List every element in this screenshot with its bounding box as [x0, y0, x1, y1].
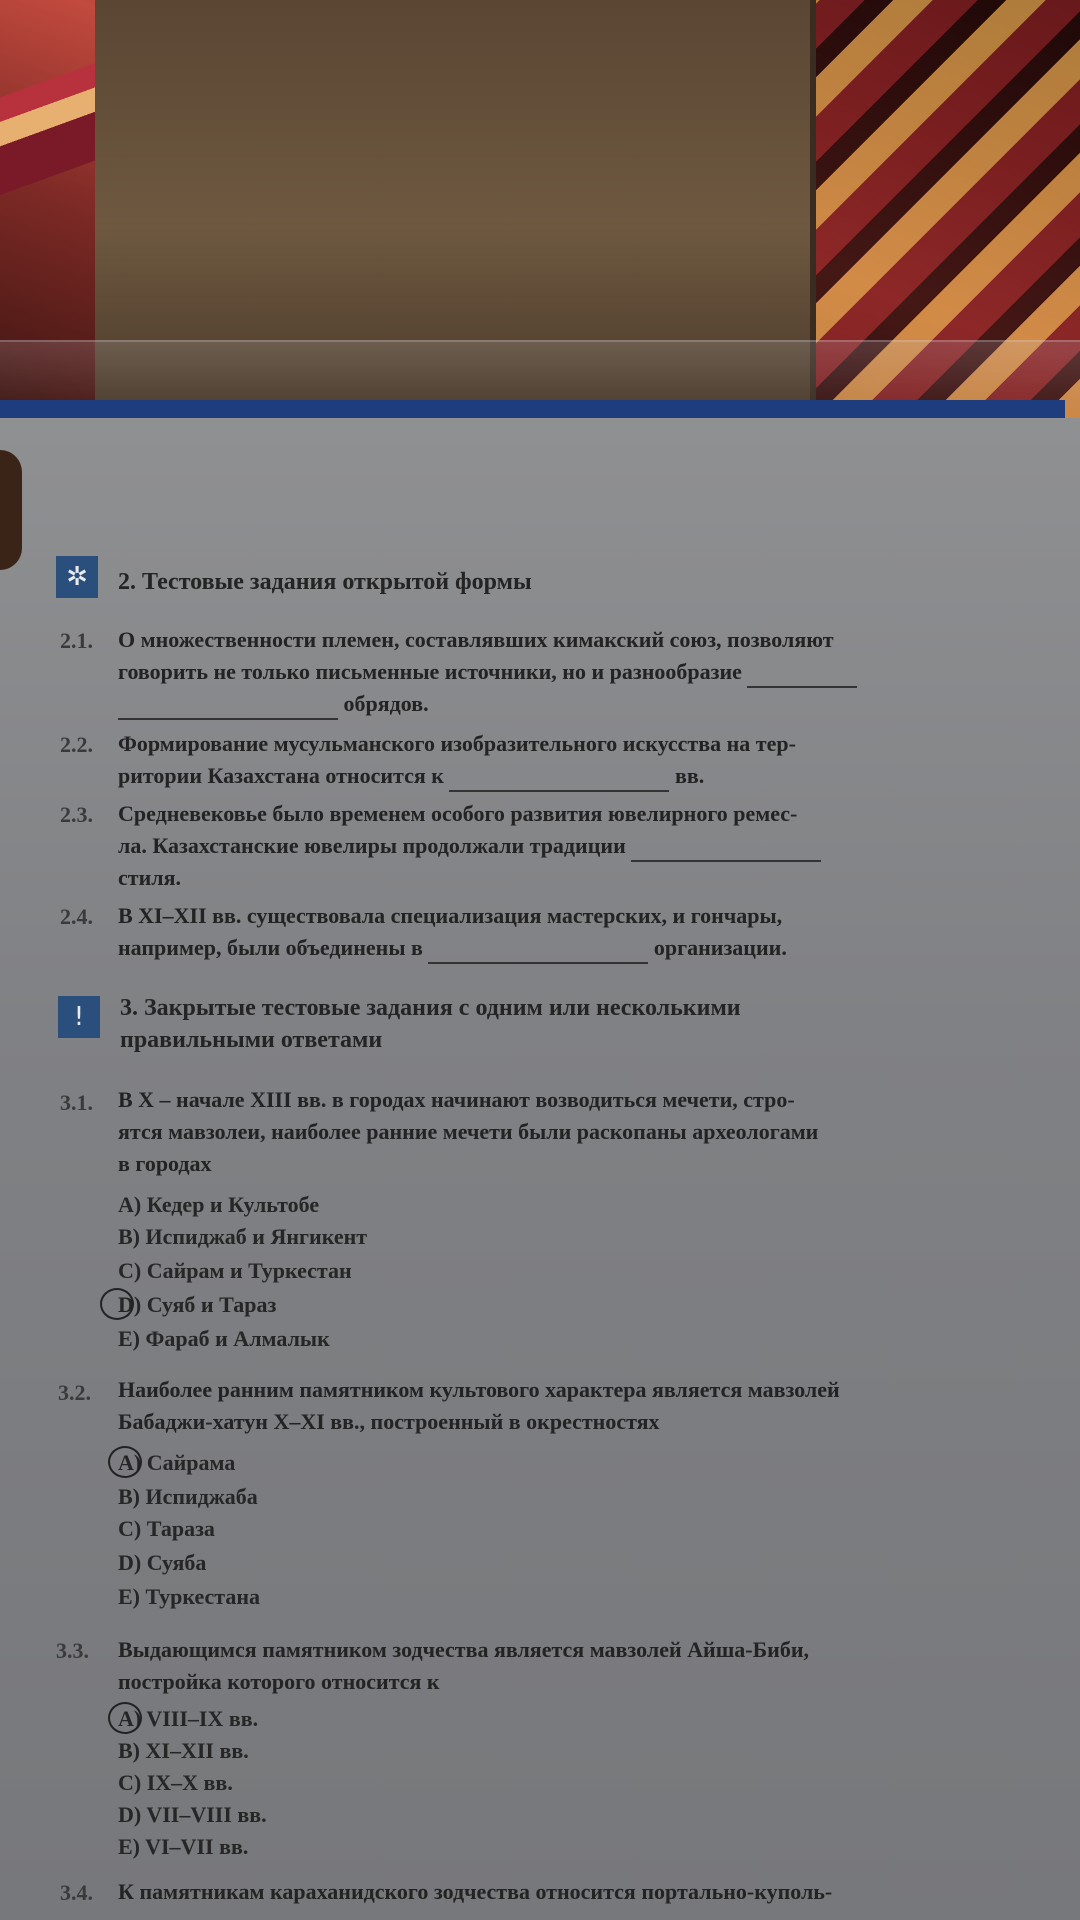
question-number: 2.4.: [60, 904, 93, 929]
question-text: Выдающимся памятником зодчества является мавзолей Айша-Биби, постройка которого относится к: [118, 1637, 809, 1694]
answer-option: C) Тараза: [118, 1516, 215, 1541]
answer-circle-mark: [108, 1702, 142, 1734]
question-text: К памятникам караханидского зодчества относится портально-куполь-: [118, 1879, 833, 1904]
answer-circle-mark: [100, 1288, 134, 1320]
answer-option: D) VII–VIII вв.: [118, 1802, 267, 1827]
question-text: О множественности племен, составлявших кимакский союз, позволяют говорить не только письменные источники, но и разнообразие обрядов.: [118, 624, 1058, 720]
question-number: 3.1.: [60, 1090, 93, 1115]
answer-option: A) Кедер и Культобе: [118, 1192, 320, 1217]
question-number: 3.4.: [60, 1880, 93, 1905]
snowflake-icon: ✲: [56, 556, 98, 598]
question-text: В X – начале XIII вв. в городах начинают возводиться мечети, стро- ятся мавзолеи, наиболее ранние мечети были раскопаны археологами в городах: [118, 1087, 819, 1176]
section-title: 3. Закрытые тестовые задания с одним или несколькими правильными ответами: [120, 995, 741, 1053]
question-number: 2.2.: [60, 732, 93, 757]
answer-option: D) Суяб и Тараз: [118, 1292, 277, 1317]
question-text: Наиболее ранним памятником культового характера является мавзолей Бабаджи-хатун X–XI вв., построенный в окрестностях: [118, 1377, 840, 1434]
question-number: 2.3.: [60, 802, 93, 827]
answer-option: C) Сайрам и Туркестан: [118, 1258, 352, 1283]
answer-option: B) Испиджаба: [118, 1484, 258, 1509]
answer-option: E) Туркестана: [118, 1584, 260, 1609]
question-text: Формирование мусульманского изобразительного искусства на тер- ритории Казахстана относится к вв.: [118, 728, 1058, 792]
question-number: 3.2.: [58, 1380, 91, 1405]
answer-option: A) VIII–IX вв.: [118, 1706, 259, 1731]
section-title: 2. Тестовые задания открытой формы: [118, 569, 532, 595]
answer-option: B) Испиджаб и Янгикент: [118, 1224, 368, 1249]
exclamation-icon: !: [58, 996, 100, 1038]
answer-option: D) Суяба: [118, 1550, 207, 1575]
question-text: Средневековье было временем особого развития ювелирного ремес- ла. Казахстанские ювелиры продолжали традиции стиля.: [118, 798, 1058, 894]
question-text: В XI–XII вв. существовала специализация мастерских, и гончары, например, были объединены в организации.: [118, 900, 1058, 964]
answer-option: B) XI–XII вв.: [118, 1738, 249, 1763]
answer-option: C) IX–X вв.: [118, 1770, 233, 1795]
question-number: 2.1.: [60, 628, 93, 653]
answer-option: E) VI–VII вв.: [118, 1834, 249, 1859]
question-number: 3.3.: [56, 1638, 89, 1663]
answer-option: A) Сайрама: [118, 1450, 236, 1475]
answer-option: E) Фараб и Алмалык: [118, 1326, 330, 1351]
answer-circle-mark: [108, 1446, 142, 1478]
